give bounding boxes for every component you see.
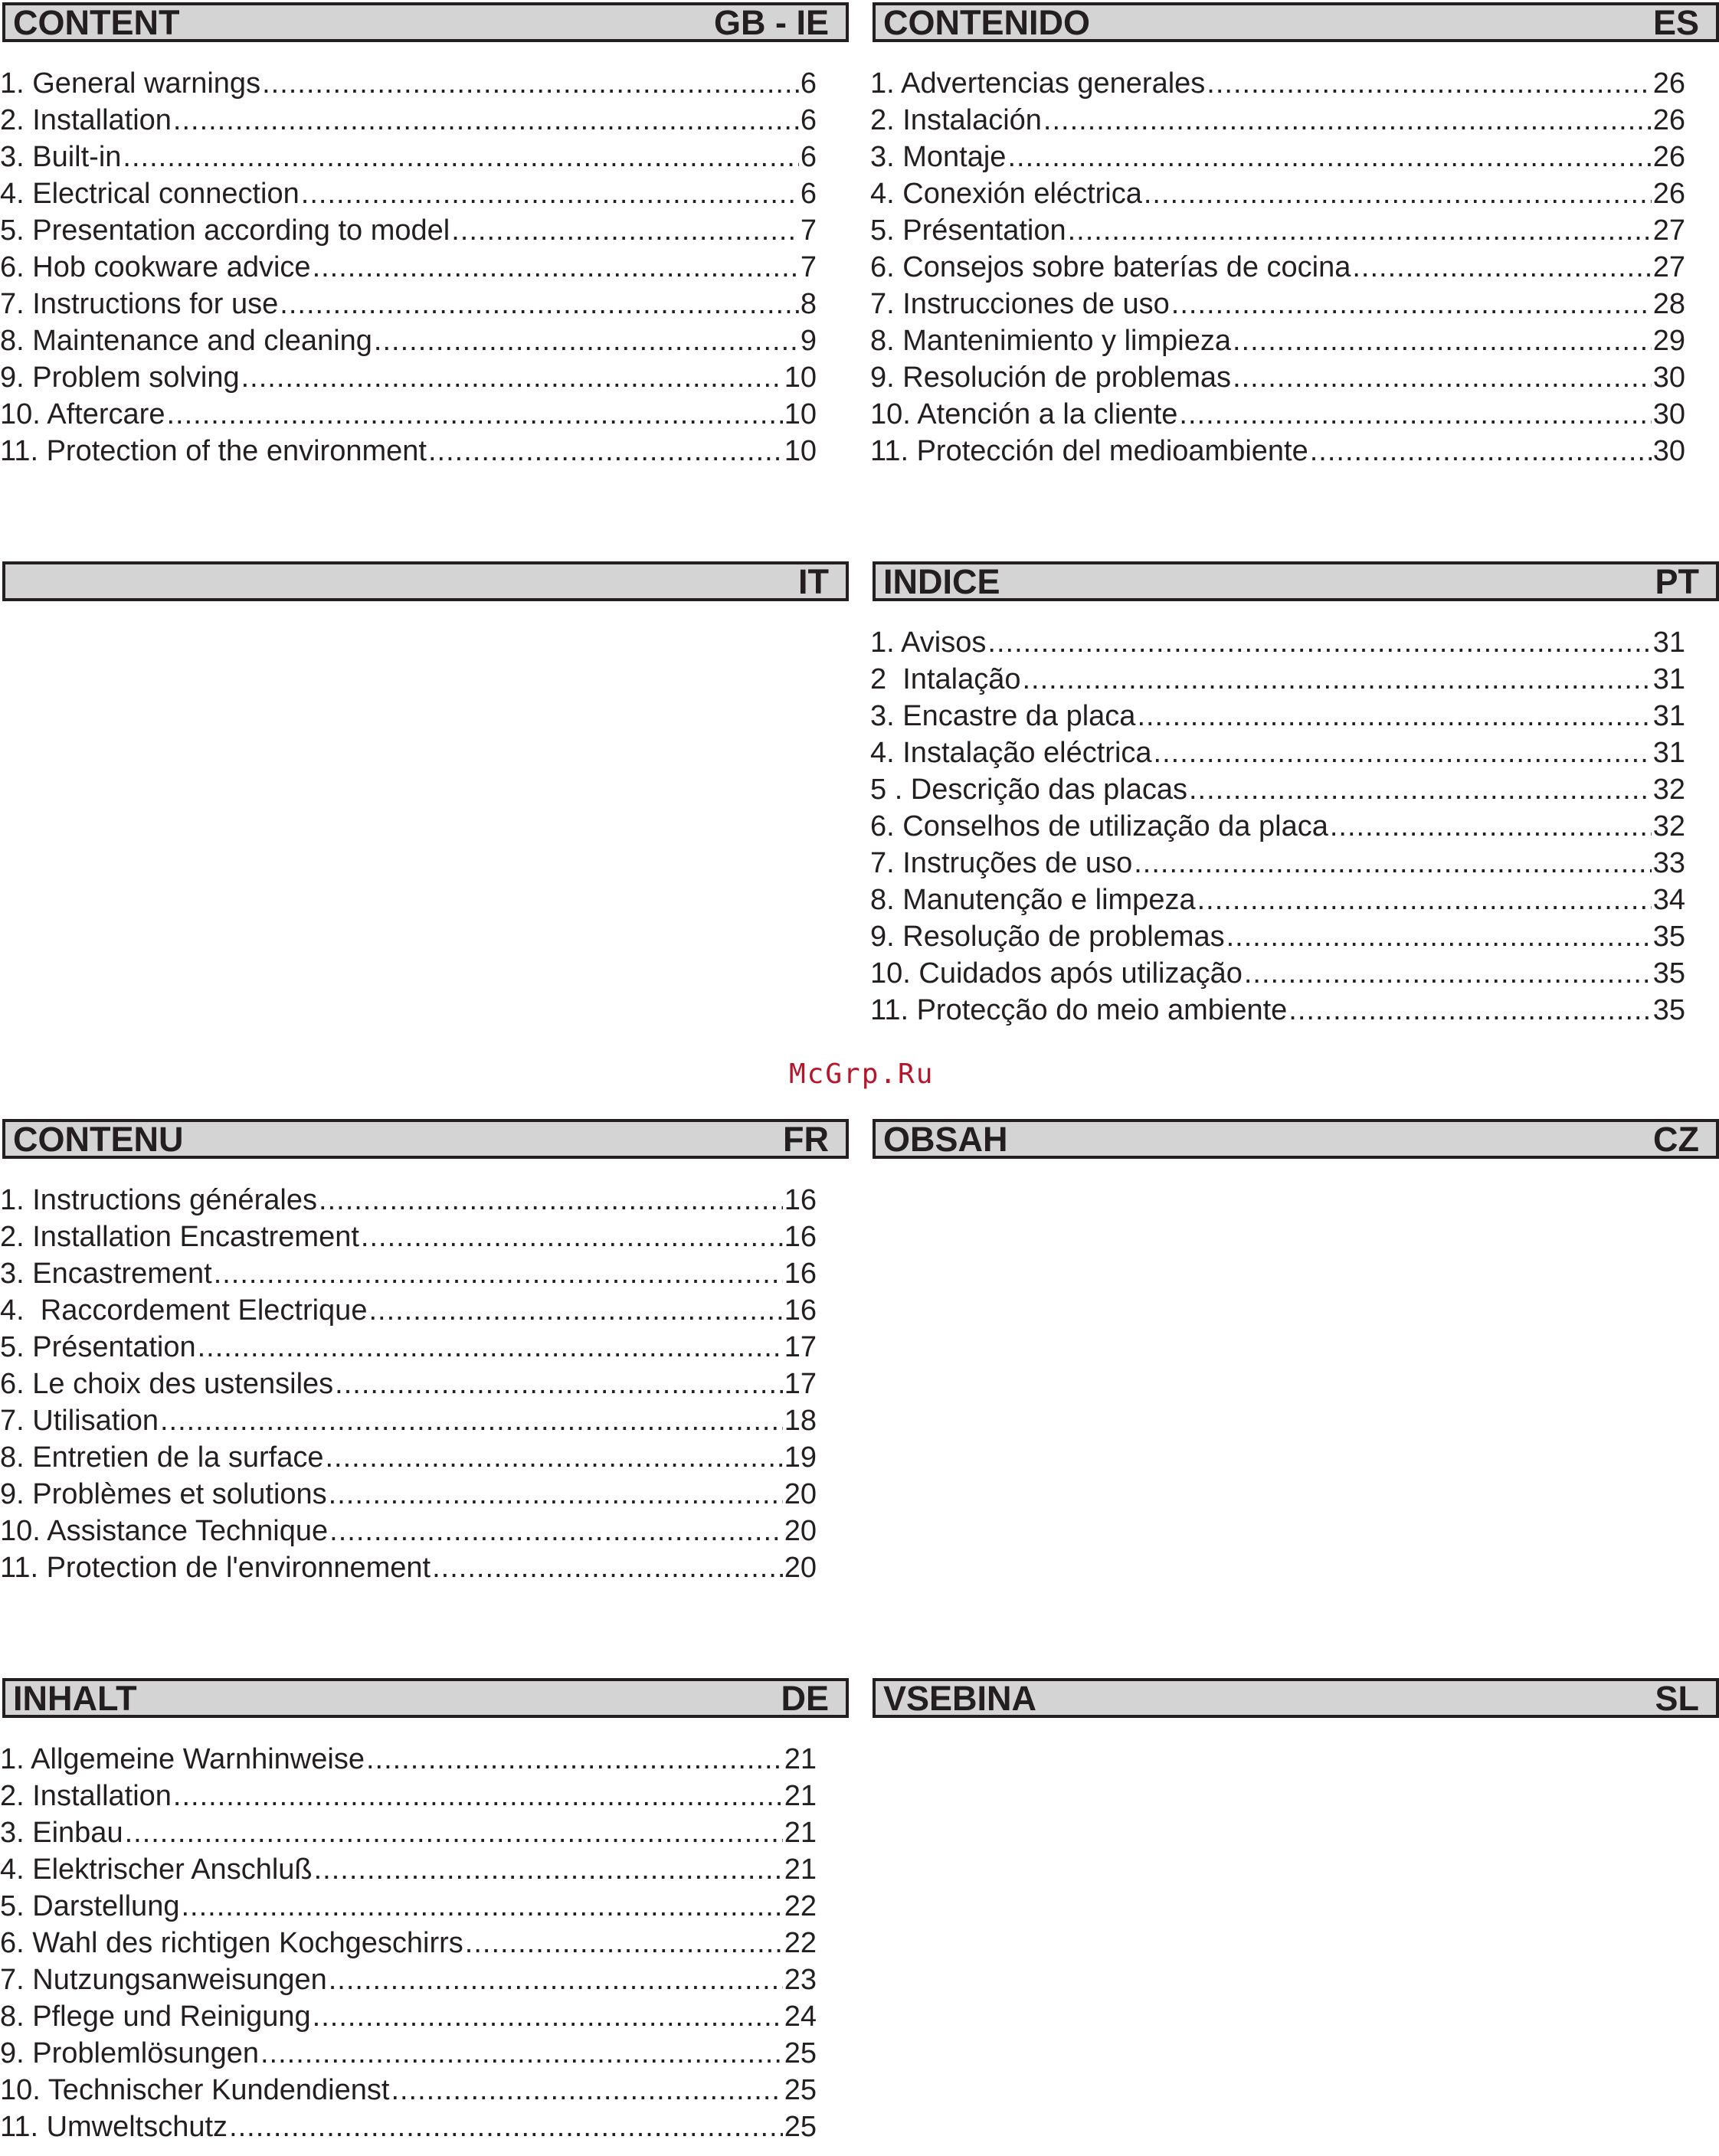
toc-entry (870, 102, 1685, 139)
toc-entry-label: 1. Advertencias generales (870, 67, 1206, 100)
dot-leader (1007, 139, 1651, 175)
dot-leader (335, 1366, 783, 1402)
toc-entry (0, 1255, 817, 1292)
toc-entry-page: 31 (1652, 627, 1685, 659)
dot-leader (241, 359, 783, 396)
toc-entry (870, 771, 1685, 808)
toc-entry-label: 9. Resolução de problemas (870, 921, 1225, 953)
toc-entry-page: 31 (1652, 700, 1685, 732)
toc-entry-label: 4. Conexión eléctrica (870, 178, 1142, 210)
toc-entry-label: 2. Installation (0, 104, 172, 136)
toc-entry-page: 34 (1652, 884, 1685, 916)
toc-entry-page: 35 (1652, 994, 1685, 1026)
toc-entry-label: 3. Montaje (870, 141, 1007, 173)
toc-list (0, 65, 817, 469)
dot-leader (329, 1476, 783, 1513)
toc-entry-page: 7 (800, 251, 817, 283)
toc-entry-page: 26 (1652, 104, 1685, 136)
toc-entry-page: 26 (1652, 178, 1685, 210)
section-header (2, 1678, 849, 1718)
dot-leader (1179, 396, 1651, 433)
toc-list (0, 1741, 817, 2145)
toc-entry-label: 4. Elektrischer Anschluß (0, 1853, 313, 1886)
section-header (2, 1119, 849, 1159)
dot-leader (280, 286, 799, 322)
toc-entry-label: 5. Darstellung (0, 1890, 180, 1922)
toc-entry (0, 322, 817, 359)
toc-entry (0, 1961, 817, 1998)
toc-entry-page: 17 (784, 1368, 817, 1400)
language-code: FR (783, 1120, 829, 1159)
toc-entry-label: 9. Problemlösungen (0, 2037, 259, 2069)
toc-list (870, 65, 1685, 469)
toc-entry-label: 2 Intalação (870, 663, 1021, 695)
toc-entry-label: 1. Allgemeine Warnhinweise (0, 1743, 365, 1775)
toc-entry-label: 5. Présentation (870, 214, 1066, 247)
toc-entry (0, 1741, 817, 1778)
toc-entry-page: 25 (784, 2111, 817, 2143)
toc-entry (0, 1925, 817, 1961)
toc-entry-page: 10 (784, 435, 817, 467)
dot-leader (314, 1851, 783, 1888)
dot-leader (1288, 992, 1651, 1029)
toc-entry-page: 10 (784, 362, 817, 394)
toc-entry (870, 139, 1685, 175)
section-header (873, 1678, 1719, 1718)
dot-leader (181, 1888, 782, 1925)
toc-entry-page: 16 (784, 1294, 817, 1327)
toc-entry (0, 212, 817, 249)
toc-entry (870, 249, 1685, 286)
dot-leader (313, 249, 799, 286)
toc-section-pt (870, 561, 1719, 1029)
toc-entry-page: 21 (784, 1853, 817, 1886)
toc-section-de (0, 1678, 849, 2145)
section-header (2, 2, 849, 42)
dot-leader (1330, 808, 1652, 845)
toc-entry (870, 734, 1685, 771)
toc-entry (870, 286, 1685, 322)
toc-section-fr (0, 1119, 849, 1586)
toc-entry-page: 17 (784, 1331, 817, 1363)
toc-entry-label: 8. Entretien de la surface (0, 1441, 324, 1474)
toc-entry-label: 10. Technischer Kundendienst (0, 2074, 390, 2106)
language-code: IT (798, 562, 829, 601)
toc-entry-page: 21 (784, 1743, 817, 1775)
toc-entry (0, 1814, 817, 1851)
dot-leader (1137, 698, 1651, 734)
toc-entry (0, 1513, 817, 1549)
dot-leader (1068, 212, 1652, 249)
dot-leader (313, 1998, 783, 2035)
toc-entry-page: 16 (784, 1221, 817, 1253)
dot-leader (1022, 661, 1651, 698)
toc-entry (870, 212, 1685, 249)
section-header (873, 561, 1719, 601)
toc-section-it (0, 561, 849, 624)
toc-entry-label: 1. Avisos (870, 627, 987, 659)
dot-leader (173, 102, 799, 139)
toc-list (870, 624, 1685, 1029)
section-title: VSEBINA (883, 1679, 1037, 1718)
dot-leader (260, 2035, 783, 2072)
toc-entry-page: 29 (1652, 325, 1685, 357)
toc-entry (0, 396, 817, 433)
dot-leader (1233, 359, 1652, 396)
toc-entry-page: 20 (784, 1478, 817, 1510)
toc-entry (0, 1439, 817, 1476)
toc-entry-label: 1. Instructions générales (0, 1184, 318, 1216)
toc-entry-label: 2. Installation Encastrement (0, 1221, 359, 1253)
toc-entry-label: 7. Instruções de uso (870, 847, 1133, 879)
toc-entry-page: 23 (784, 1964, 817, 1996)
dot-leader (1171, 286, 1652, 322)
toc-entry-page: 21 (784, 1817, 817, 1849)
toc-entry (0, 1549, 817, 1586)
toc-entry-label: 10. Assistance Technique (0, 1515, 329, 1547)
toc-entry (0, 1851, 817, 1888)
dot-leader (262, 65, 799, 102)
dot-leader (1154, 734, 1652, 771)
dot-leader (1207, 65, 1651, 102)
toc-entry-page: 31 (1652, 663, 1685, 695)
toc-entry-label: 5. Présentation (0, 1331, 196, 1363)
toc-entry (0, 102, 817, 139)
dot-leader (1226, 918, 1652, 955)
section-header (873, 2, 1719, 42)
toc-entry-page: 27 (1652, 214, 1685, 247)
toc-entry (870, 396, 1685, 433)
toc-entry (870, 433, 1685, 469)
toc-entry-label: 5. Presentation according to model (0, 214, 450, 247)
toc-entry-page: 24 (784, 2001, 817, 2033)
dot-leader (432, 1549, 783, 1586)
toc-entry-page: 20 (784, 1552, 817, 1584)
toc-entry (0, 65, 817, 102)
toc-entry-label: 9. Problèmes et solutions (0, 1478, 327, 1510)
toc-entry (0, 1998, 817, 2035)
section-header (2, 561, 849, 601)
toc-entry-page: 30 (1652, 362, 1685, 394)
toc-entry-page: 21 (784, 1780, 817, 1812)
dot-leader (1197, 882, 1652, 918)
toc-entry (0, 286, 817, 322)
dot-leader (1310, 433, 1652, 469)
toc-entry-label: 7. Nutzungsanweisungen (0, 1964, 327, 1996)
toc-entry (870, 65, 1685, 102)
section-title: INHALT (13, 1679, 137, 1718)
toc-entry-label: 6. Conselhos de utilização da placa (870, 810, 1328, 842)
dot-leader (987, 624, 1651, 661)
toc-entry (870, 918, 1685, 955)
toc-entry (0, 2109, 817, 2145)
toc-entry-page: 32 (1652, 810, 1685, 842)
language-code: DE (781, 1679, 829, 1718)
toc-entry (0, 2035, 817, 2072)
toc-entry-label: 10. Aftercare (0, 398, 165, 430)
toc-entry (0, 1329, 817, 1366)
dot-leader (301, 175, 799, 212)
section-title: CONTENT (13, 3, 180, 42)
toc-entry-label: 2. Installation (0, 1780, 172, 1812)
toc-entry-page: 26 (1652, 141, 1685, 173)
toc-entry-label: 10. Cuidados após utilização (870, 957, 1243, 990)
watermark: McGrp.Ru (789, 1058, 935, 1090)
dot-leader (1144, 175, 1652, 212)
dot-leader (325, 1439, 782, 1476)
toc-section-sl (870, 1678, 1719, 1741)
toc-entry-page: 9 (800, 325, 817, 357)
dot-leader (166, 396, 782, 433)
dot-leader (465, 1925, 783, 1961)
toc-entry (0, 1778, 817, 1814)
toc-entry (870, 661, 1685, 698)
dot-leader (214, 1255, 783, 1292)
toc-entry-label: 4. Electrical connection (0, 178, 300, 210)
toc-entry (0, 2072, 817, 2109)
dot-leader (361, 1219, 783, 1255)
dot-leader (319, 1182, 783, 1219)
toc-entry-page: 33 (1652, 847, 1685, 879)
toc-entry-page: 22 (784, 1927, 817, 1959)
section-title: CONTENU (13, 1120, 184, 1159)
toc-entry-label: 7. Instrucciones de uso (870, 288, 1170, 320)
toc-section-cz (870, 1119, 1719, 1182)
dot-leader (1134, 845, 1652, 882)
toc-entry-page: 28 (1652, 288, 1685, 320)
toc-entry (870, 175, 1685, 212)
toc-entry (0, 1182, 817, 1219)
dot-leader (428, 433, 783, 469)
section-title: OBSAH (883, 1120, 1008, 1159)
dot-leader (1043, 102, 1652, 139)
dot-leader (125, 1814, 783, 1851)
toc-entry (0, 1366, 817, 1402)
toc-entry-label: 8. Maintenance and cleaning (0, 325, 372, 357)
toc-entry-page: 20 (784, 1515, 817, 1547)
toc-entry-label: 3. Einbau (0, 1817, 123, 1849)
dot-leader (160, 1402, 783, 1439)
language-code: CZ (1653, 1120, 1699, 1159)
toc-entry-page: 31 (1652, 737, 1685, 769)
toc-entry-label: 3. Encastrement (0, 1258, 212, 1290)
toc-entry-page: 30 (1652, 435, 1685, 467)
toc-entry-label: 4. Raccordement Electrique (0, 1294, 368, 1327)
dot-leader (1352, 249, 1651, 286)
dot-leader (123, 139, 798, 175)
toc-entry-page: 25 (784, 2074, 817, 2106)
toc-entry (870, 322, 1685, 359)
toc-entry-label: 1. General warnings (0, 67, 261, 100)
toc-entry-page: 26 (1652, 67, 1685, 100)
toc-entry-label: 11. Protection de l'environnement (0, 1552, 431, 1584)
toc-entry-label: 6. Consejos sobre baterías de cocina (870, 251, 1351, 283)
toc-entry-page: 35 (1652, 957, 1685, 990)
toc-entry-label: 6. Hob cookware advice (0, 251, 311, 283)
toc-entry (870, 808, 1685, 845)
dot-leader (1233, 322, 1652, 359)
section-header (873, 1119, 1719, 1159)
toc-entry-label: 9. Resolución de problemas (870, 362, 1232, 394)
language-code: SL (1655, 1679, 1699, 1718)
toc-entry (870, 624, 1685, 661)
toc-list (0, 1182, 817, 1586)
dot-leader (391, 2072, 782, 2109)
toc-entry-page: 8 (800, 288, 817, 320)
toc-entry-label: 8. Pflege und Reinigung (0, 2001, 311, 2033)
toc-entry (0, 433, 817, 469)
toc-entry (870, 698, 1685, 734)
toc-entry (0, 1476, 817, 1513)
dot-leader (1189, 771, 1652, 808)
toc-entry (870, 359, 1685, 396)
toc-entry-page: 22 (784, 1890, 817, 1922)
dot-leader (374, 322, 799, 359)
toc-entry-label: 4. Instalação eléctrica (870, 737, 1152, 769)
toc-entry (0, 1292, 817, 1329)
toc-entry-page: 25 (784, 2037, 817, 2069)
toc-entry-page: 19 (784, 1441, 817, 1474)
section-title: INDICE (883, 562, 1000, 601)
toc-entry (0, 1402, 817, 1439)
toc-entry (0, 175, 817, 212)
toc-entry-page: 27 (1652, 251, 1685, 283)
toc-entry (870, 845, 1685, 882)
toc-entry-page: 30 (1652, 398, 1685, 430)
section-title: CONTENIDO (883, 3, 1090, 42)
toc-entry-label: 8. Manutenção e limpeza (870, 884, 1196, 916)
toc-entry-page: 6 (800, 104, 817, 136)
toc-entry (0, 249, 817, 286)
toc-entry-label: 6. Le choix des ustensiles (0, 1368, 334, 1400)
dot-leader (173, 1778, 783, 1814)
toc-entry-label: 6. Wahl des richtigen Kochgeschirrs (0, 1927, 463, 1959)
toc-entry-page: 32 (1652, 774, 1685, 806)
toc-entry (870, 955, 1685, 992)
toc-entry-page: 6 (800, 178, 817, 210)
toc-entry-label: 11. Protección del medioambiente (870, 435, 1308, 467)
toc-entry-page: 10 (784, 398, 817, 430)
toc-entry-label: 9. Problem solving (0, 362, 240, 394)
dot-leader (229, 2109, 783, 2145)
toc-entry-page: 16 (784, 1258, 817, 1290)
language-code: ES (1652, 3, 1699, 42)
toc-entry-label: 5 . Descrição das placas (870, 774, 1187, 806)
toc-entry-page: 7 (800, 214, 817, 247)
toc-entry (870, 992, 1685, 1029)
toc-entry (0, 359, 817, 396)
toc-entry-label: 7. Utilisation (0, 1405, 159, 1437)
toc-entry-label: 3. Built-in (0, 141, 122, 173)
dot-leader (1244, 955, 1652, 992)
dot-leader (329, 1513, 783, 1549)
toc-entry-label: 3. Encastre da placa (870, 700, 1136, 732)
toc-entry (870, 882, 1685, 918)
dot-leader (451, 212, 799, 249)
dot-leader (368, 1292, 782, 1329)
toc-entry-page: 16 (784, 1184, 817, 1216)
dot-leader (366, 1741, 783, 1778)
toc-entry-label: 2. Instalación (870, 104, 1042, 136)
toc-entry-label: 7. Instructions for use (0, 288, 279, 320)
toc-entry-page: 35 (1652, 921, 1685, 953)
toc-entry-label: 8. Mantenimiento y limpieza (870, 325, 1231, 357)
toc-section-gb-ie (0, 2, 849, 469)
language-code: PT (1655, 562, 1699, 601)
toc-entry-label: 11. Protecção do meio ambiente (870, 994, 1288, 1026)
toc-entry-label: 11. Protection of the environment (0, 435, 427, 467)
language-code: GB - IE (713, 3, 829, 42)
dot-leader (198, 1329, 783, 1366)
toc-entry-label: 11. Umweltschutz (0, 2111, 228, 2143)
toc-entry (0, 139, 817, 175)
dot-leader (329, 1961, 783, 1998)
toc-entry-page: 18 (784, 1405, 817, 1437)
toc-entry-label: 10. Atención a la cliente (870, 398, 1178, 430)
toc-entry-page: 6 (800, 141, 817, 173)
toc-entry (0, 1219, 817, 1255)
toc-entry (0, 1888, 817, 1925)
toc-entry-page: 6 (800, 67, 817, 100)
toc-section-es (870, 2, 1719, 469)
